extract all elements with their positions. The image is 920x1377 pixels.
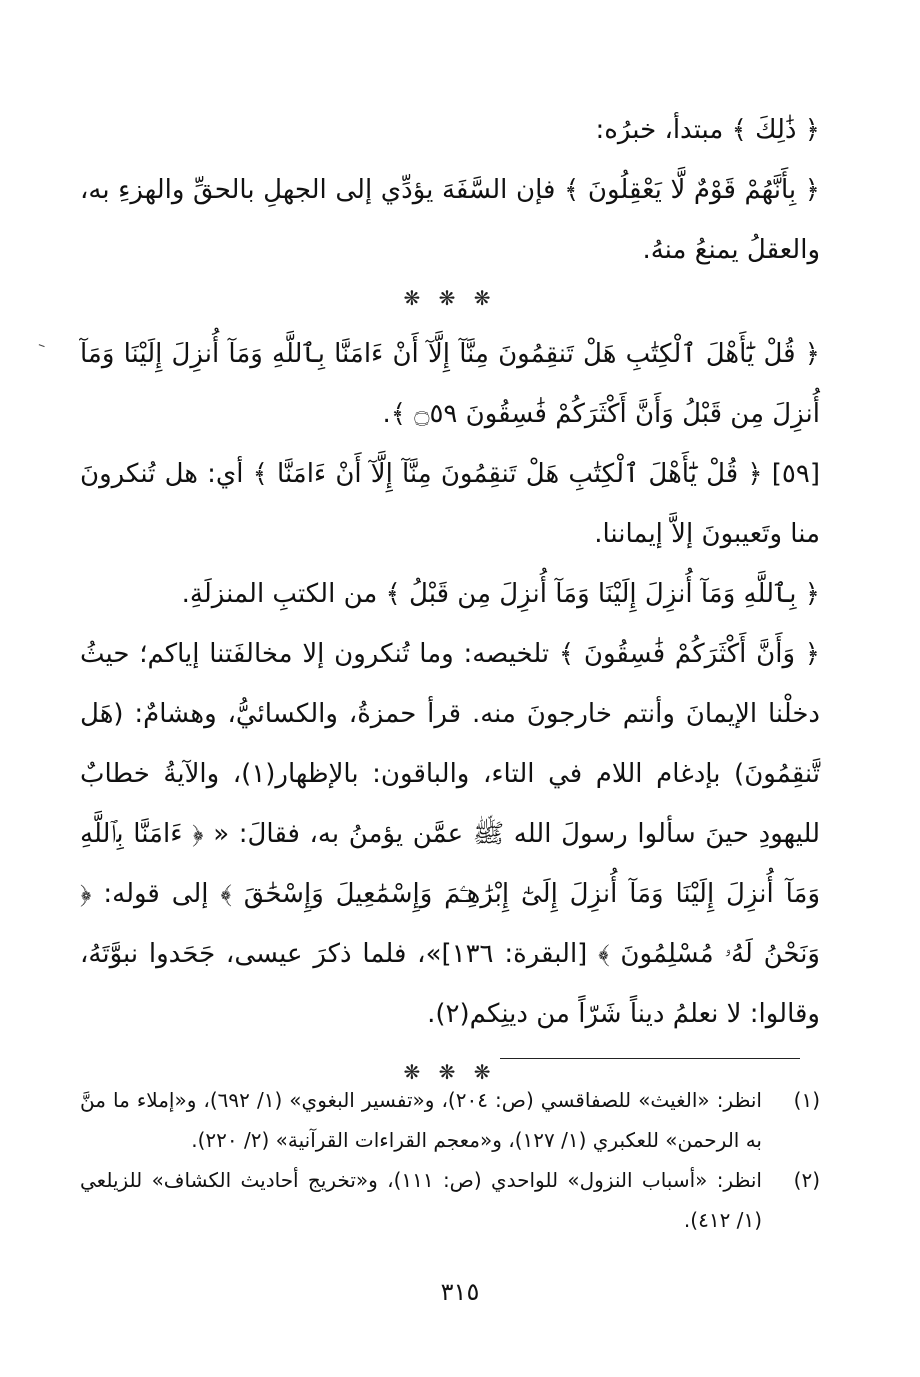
- footnote-divider: [500, 1058, 800, 1059]
- paragraph-3: ﴿ قُلْ يَٰٓأَهْلَ ٱلْكِتَٰبِ هَلْ تَنقِمُونَ مِنَّآ إِلَّآ أَنْ ءَامَنَّا بِٱللَّهِ وَمَآ أُنزِلَ إِلَيْنَا وَمَآ أُنزِلَ مِن قَبْلُ وَأَنَّ أَكْثَرَكُمْ فَٰسِقُونَ ۝٥٩ ﴾.: [80, 339, 820, 429]
- paragraph-5: ﴿ بِٱللَّهِ وَمَآ أُنزِلَ إِلَيْنَا وَمَآ أُنزِلَ مِن قَبْلُ ﴾ من الكتبِ المنزلَةِ.: [181, 579, 820, 609]
- footnotes: [80, 1080, 820, 1240]
- paragraph-1: ﴿ ذَٰلِكَ ﴾ مبتدأ، خبرُه:: [595, 115, 820, 145]
- paragraph-6: ﴿ وَأَنَّ أَكْثَرَكُمْ فَٰسِقُونَ ﴾ تلخيصه: وما تُنكرون إلا مخالفَتنا إياكم؛ حيثُ دخلْنا الإيمانَ وأنتم خارجونَ منه. قرأ حمزةُ، والكسائيُّ، وهشامٌ: (هَل تَّنقِمُونَ) بإدغام اللام في التاء، والباقون: بالإظهار(١)، والآيةُ خطابٌ لليهودِ حينَ سألوا رسولَ الله ﷺ عمَّن يؤمنُ به، فقالَ: « ﴿ ءَامَنَّا بِٱللَّهِ وَمَآ أُنزِلَ إِلَيْنَا وَمَآ أُنزِلَ إِلَىٰٓ إِبْرَٰهِـۧمَ وَإِسْمَٰعِيلَ وَإِسْحَٰقَ ﴾ إلى قوله: ﴿ وَنَحْنُ لَهُۥ مُسْلِمُونَ ﴾ [البقرة: ١٣٦]»، فلما ذكرَ عيسى، جَحَدوا نبوَّتَهُ، وقالوا: لا نعلمُ ديناً شَرّاً من دينِكم(٢).: [80, 639, 820, 1029]
- separator-2: ❋ ❋ ❋: [403, 1060, 497, 1084]
- footnote-number: (١): [793, 1088, 820, 1112]
- footnote-text: انظر: «أسباب النزول» للواحدي (ص: ١١١)، و«تخريج أحاديث الكشاف» للزيلعي (١/ ٤١٢).: [80, 1168, 762, 1232]
- page-number: ٣١٥: [440, 1278, 480, 1306]
- footnote-2: [80, 1160, 820, 1240]
- margin-mark: [37, 344, 44, 351]
- footnote-1: [80, 1080, 820, 1160]
- paragraph-4: [٥٩] ﴿ قُلْ يَٰٓأَهْلَ ٱلْكِتَٰبِ هَلْ تَنقِمُونَ مِنَّآ إِلَّآ أَنْ ءَامَنَّا ﴾ أي: هل تُنكرونَ منا وتَعيبونَ إلاَّ إيماننا.: [80, 459, 820, 549]
- main-text: [80, 100, 820, 1098]
- footnote-number: (٢): [793, 1168, 820, 1192]
- footnote-text: انظر: «الغيث» للصفاقسي (ص: ٢٠٤)، و«تفسير البغوي» (١/ ٦٩٢)، و«إملاء ما منَّ به الرحمن» للعكبري (١/ ١٢٧)، و«معجم القراءات القرآنية» (٢/ ٢٢٠).: [80, 1088, 762, 1152]
- paragraph-2: ﴿ بِأَنَّهُمْ قَوْمٌ لَّا يَعْقِلُونَ ﴾ فإن السَّفَهَ يؤدِّي إلى الجهلِ بالحقِّ والهزءِ به، والعقلُ يمنعُ منهُ.: [80, 175, 820, 265]
- separator-1: ❋ ❋ ❋: [403, 286, 497, 310]
